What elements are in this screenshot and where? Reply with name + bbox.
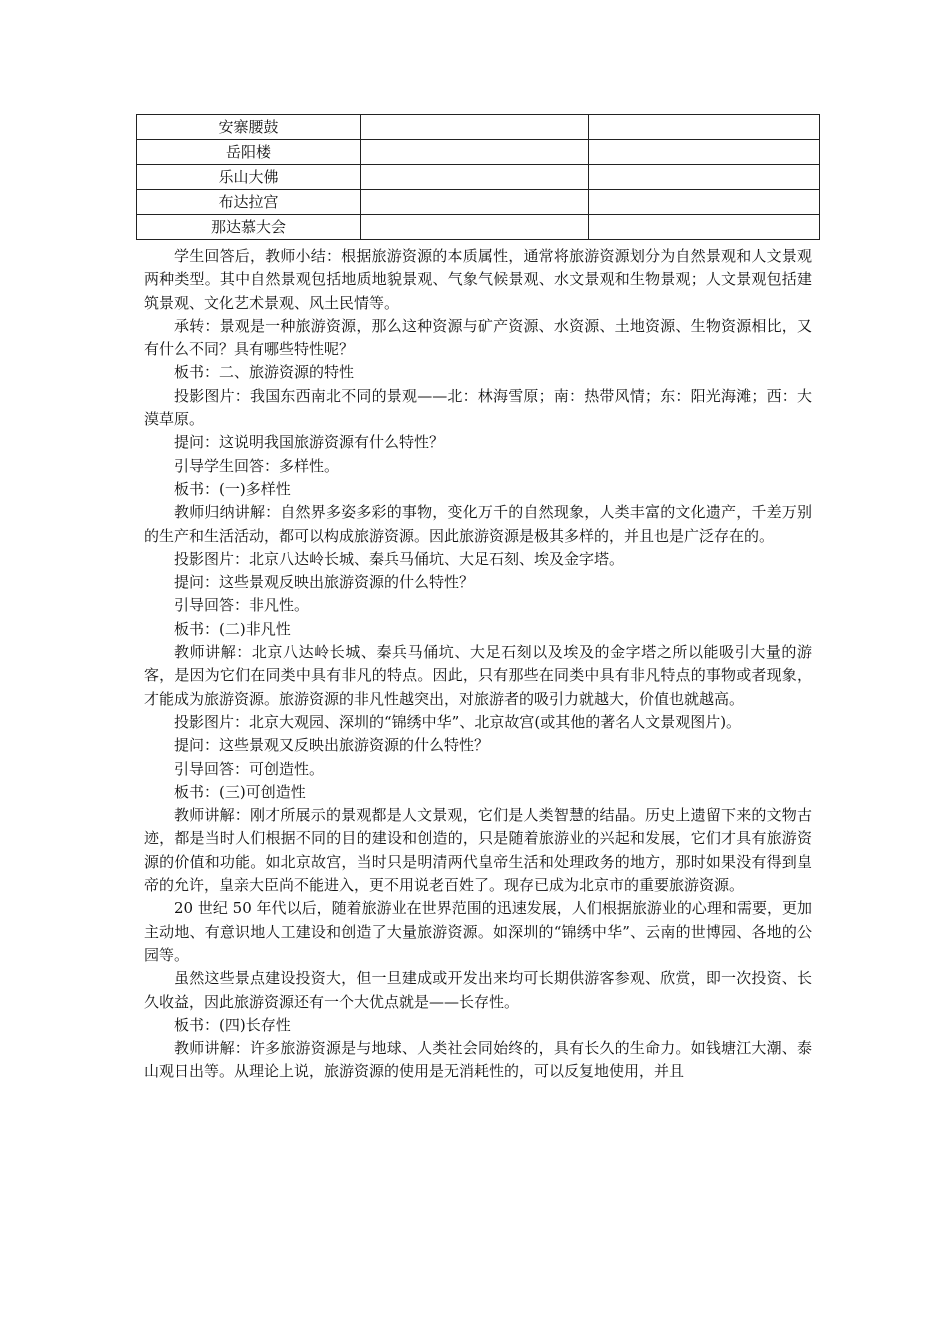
- paragraph: 教师讲解：刚才所展示的景观都是人文景观，它们是人类智慧的结晶。历史上遗留下来的文物古迹，都是当时人们根据不同的目的建设和创造的，只是随着旅游业的兴起和发展，它们才具有旅游资源的价值和功能。如北京故宫，当时只是明清两代皇帝生活和处理政务的地方，那时如果没有得到皇帝的允许，皇亲大臣尚不能进入，更不用说老百姓了。现存已成为北京市的重要旅游资源。: [144, 806, 812, 895]
- table-row: [137, 215, 820, 240]
- table-row: [137, 115, 820, 140]
- paragraph: 20 世纪 50 年代以后，随着旅游业在世界范围的迅速发展，人们根据旅游业的心理和需要，更加主动地、有意识地人工建设和创造了大量旅游资源。如深圳的“锦绣中华”、云南的世博园、各地的公园等。: [144, 899, 812, 964]
- paragraph: 承转：景观是一种旅游资源，那么这种资源与矿产资源、水资源、土地资源、生物资源相比，又有什么不同？具有哪些特性呢？: [144, 316, 812, 359]
- table-cell-name: 布达拉宫: [137, 190, 361, 215]
- landscape-table: [136, 114, 820, 240]
- paragraph: 投影图片：北京八达岭长城、秦兵马俑坑、大足石刻、埃及金字塔。: [174, 549, 625, 568]
- paragraph: 教师讲解：许多旅游资源是与地球、人类社会同始终的，具有长久的生命力。如钱塘江大潮、泰山观日出等。从理论上说，旅游资源的使用是无消耗性的，可以反复地使用，并且: [144, 1039, 812, 1081]
- table-cell-empty: [361, 165, 589, 190]
- table-cell-empty: [361, 115, 589, 140]
- table-row: [137, 140, 820, 165]
- table-cell-empty: [589, 115, 820, 140]
- table-cell-empty: [589, 215, 820, 240]
- table-cell-empty: [589, 190, 820, 215]
- paragraph: 教师讲解：北京八达岭长城、秦兵马俑坑、大足石刻以及埃及的金字塔之所以能吸引大量的游客，是因为它们在同类中具有非凡的特点。因此，只有那些在同类中具有非凡特点的事物或者现象，才能成为旅游资源。旅游资源的非凡性越突出，对旅游者的吸引力就越大，价值也就越高。: [144, 643, 812, 708]
- paragraph: 投影图片：我国东西南北不同的景观——北：林海雪原；南：热带风情；东：阳光海滩；西：大漠草原。: [144, 386, 812, 429]
- paragraph: 板书：(一)多样性: [174, 479, 291, 498]
- table-cell-empty: [589, 165, 820, 190]
- table-row: [137, 190, 820, 215]
- paragraph: 虽然这些景点建设投资大，但一旦建成或开发出来均可长期供游客参观、欣赏，即一次投资、长久收益，因此旅游资源还有一个大优点就是——长存性。: [144, 969, 812, 1011]
- paragraph: 板书：(四)长存性: [174, 1015, 291, 1034]
- paragraph: 引导回答：非凡性。: [174, 596, 310, 615]
- table-cell-name: 乐山大佛: [137, 165, 361, 190]
- paragraph: 板书：二、旅游资源的特性: [174, 363, 355, 382]
- body-text: [144, 245, 812, 1084]
- paragraph: 投影图片：北京大观园、深圳的“锦绣中华”、北京故宫(或其他的著名人文景观图片)。: [174, 712, 742, 731]
- table-cell-empty: [361, 215, 589, 240]
- table-cell-empty: [361, 190, 589, 215]
- table-cell-name: 安寨腰鼓: [137, 115, 361, 140]
- paragraph: 引导回答：可创造性。: [174, 759, 325, 778]
- paragraph: 引导学生回答：多样性。: [174, 456, 340, 475]
- table-row: [137, 165, 820, 190]
- paragraph: 提问：这说明我国旅游资源有什么特性？: [174, 433, 445, 452]
- table-cell-empty: [589, 140, 820, 165]
- table-cell-name: 那达慕大会: [137, 215, 361, 240]
- paragraph: 板书：(三)可创造性: [174, 782, 306, 801]
- table-body: [137, 115, 820, 240]
- paragraph: 板书：(二)非凡性: [174, 619, 291, 638]
- table-cell-empty: [361, 140, 589, 165]
- paragraph: 学生回答后，教师小结：根据旅游资源的本质属性，通常将旅游资源划分为自然景观和人文景观两种类型。其中自然景观包括地质地貌景观、气象气候景观、水文景观和生物景观；人文景观包括建筑景观、文化艺术景观、风土民情等。: [144, 247, 812, 312]
- table-cell-name: 岳阳楼: [137, 140, 361, 165]
- paragraph: 教师归纳讲解：自然界多姿多彩的事物，变化万千的自然现象，人类丰富的文化遗产，千差万别的生产和生活活动，都可以构成旅游资源。因此旅游资源是极其多样的，并且也是广泛存在的。: [144, 503, 812, 545]
- paragraph: 提问：这些景观又反映出旅游资源的什么特性？: [174, 736, 490, 755]
- paragraph: 提问：这些景观反映出旅游资源的什么特性？: [174, 573, 475, 592]
